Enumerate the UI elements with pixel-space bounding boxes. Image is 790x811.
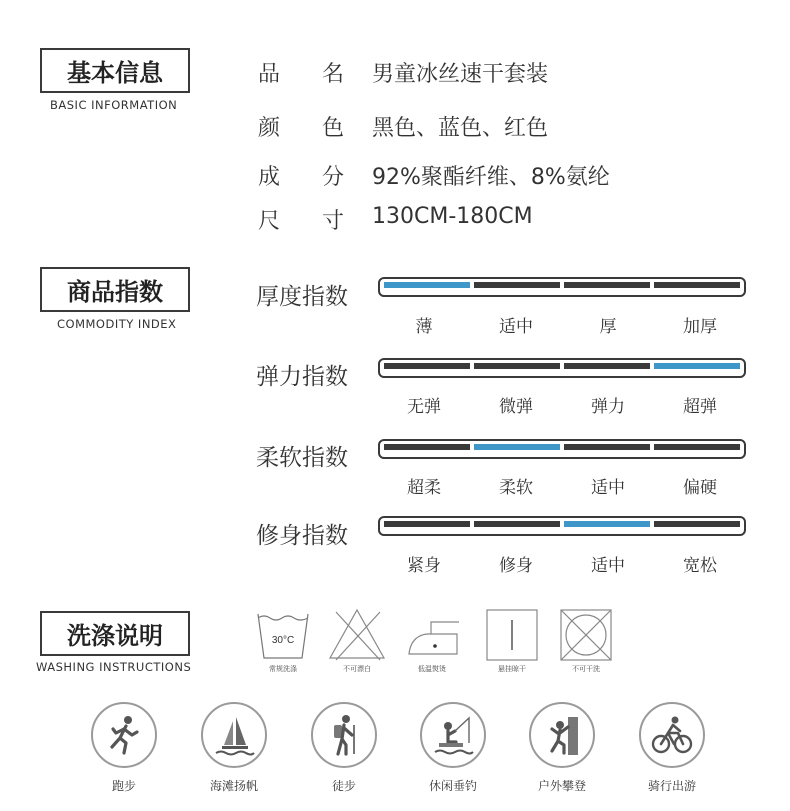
activity-label: 跑步 <box>111 779 136 793</box>
activity-circle <box>201 702 267 768</box>
wash-label: 不可干洗 <box>572 665 600 673</box>
index-label: 薄 <box>415 317 433 337</box>
index-label: 适中 <box>591 556 625 576</box>
info-key-2: 色 <box>322 116 345 141</box>
no-dry-clean-icon <box>555 604 617 666</box>
washing-subtitle: WASHING INSTRUCTIONS <box>36 660 192 674</box>
info-key-1: 尺 <box>258 209 281 234</box>
info-key-1: 成 <box>258 165 281 190</box>
running-icon <box>102 713 146 757</box>
hang-dry-icon <box>481 604 543 666</box>
washing-heading: 洗涤说明 <box>40 611 190 656</box>
activity-running <box>84 702 164 794</box>
index-bar-elasticity <box>378 358 746 378</box>
index-labels-elasticity <box>378 392 746 417</box>
index-label: 超柔 <box>407 478 441 498</box>
bar-segment <box>474 282 560 288</box>
index-bar-softness <box>378 439 746 459</box>
bar-segment <box>564 363 650 369</box>
bar-segment-selected <box>564 521 650 527</box>
index-title-softness: 柔软指数 <box>256 445 348 471</box>
activity-circle <box>639 702 705 768</box>
low-iron-icon <box>401 604 463 666</box>
activity-cycling <box>632 702 712 794</box>
index-labels-softness <box>378 473 746 498</box>
activity-label: 海滩扬帆 <box>209 779 258 793</box>
index-label: 微弹 <box>499 397 533 417</box>
bar-segment-selected <box>384 282 470 288</box>
index-title-elasticity: 弹力指数 <box>256 364 348 390</box>
index-label: 柔软 <box>499 478 533 498</box>
cycling-icon <box>650 713 694 757</box>
activity-circle <box>311 702 377 768</box>
index-label: 厚 <box>599 317 617 337</box>
wash-label: 悬挂晾干 <box>498 665 526 673</box>
fishing-icon <box>431 713 475 757</box>
activity-circle <box>529 702 595 768</box>
bar-segment <box>564 444 650 450</box>
wash-symbol <box>555 604 617 676</box>
activity-label: 骑行出游 <box>647 779 696 793</box>
info-value: 黑色、蓝色、红色 <box>372 116 549 141</box>
index-label: 适中 <box>591 478 625 498</box>
index-label: 加厚 <box>683 317 717 337</box>
wash-symbol <box>481 604 543 676</box>
bar-segment <box>384 363 470 369</box>
wash-symbol <box>401 604 463 676</box>
info-value: 92%聚酯纤维、8%氨纶 <box>372 165 610 190</box>
wash-symbol <box>252 604 314 676</box>
bar-segment <box>564 282 650 288</box>
index-labels-thickness <box>378 312 746 337</box>
info-value: 130CM-180CM <box>372 204 533 229</box>
index-title-fit: 修身指数 <box>256 523 348 549</box>
no-bleach-icon <box>326 604 388 666</box>
hiking-icon <box>322 713 366 757</box>
activity-sailing <box>194 702 274 794</box>
activity-circle <box>91 702 157 768</box>
index-label: 宽松 <box>683 556 717 576</box>
activity-circle <box>420 702 486 768</box>
activity-fishing <box>413 702 493 794</box>
index-label: 弹力 <box>591 397 625 417</box>
wash-label: 不可漂白 <box>343 665 371 673</box>
info-value: 男童冰丝速干套装 <box>372 62 549 87</box>
index-title-thickness: 厚度指数 <box>256 284 348 310</box>
index-labels-fit <box>378 551 746 576</box>
wash-temp: 30°C <box>271 635 295 646</box>
climbing-icon <box>540 713 584 757</box>
bar-segment <box>474 521 560 527</box>
info-key-2: 分 <box>322 165 345 190</box>
info-key-1: 品 <box>258 62 281 87</box>
info-key-2: 名 <box>322 62 345 87</box>
index-label: 紧身 <box>407 556 441 576</box>
commodity-index-subtitle: COMMODITY INDEX <box>57 317 177 331</box>
wash-symbol <box>326 604 388 676</box>
index-bar-fit <box>378 516 746 536</box>
bar-segment <box>474 363 560 369</box>
basic-info-subtitle: BASIC INFORMATION <box>50 98 178 112</box>
wash-tub-icon <box>252 604 314 666</box>
bar-segment-selected <box>474 444 560 450</box>
bar-segment <box>384 444 470 450</box>
bar-segment-selected <box>654 363 740 369</box>
wash-label: 常规洗涤 <box>269 665 297 673</box>
info-key-2: 寸 <box>322 209 345 234</box>
commodity-index-heading: 商品指数 <box>40 267 190 312</box>
index-label: 适中 <box>499 317 533 337</box>
index-bar-thickness <box>378 277 746 297</box>
index-label: 超弹 <box>683 397 717 417</box>
activity-label: 休闲垂钓 <box>428 779 477 793</box>
activity-climbing <box>522 702 602 794</box>
activity-hiking <box>304 702 384 794</box>
bar-segment <box>384 521 470 527</box>
basic-info-heading: 基本信息 <box>40 48 190 93</box>
bar-segment <box>654 521 740 527</box>
index-label: 偏硬 <box>683 478 717 498</box>
index-label: 无弹 <box>407 397 441 417</box>
index-label: 修身 <box>499 556 533 576</box>
activity-label: 户外攀登 <box>537 779 586 793</box>
wash-label: 低温熨烫 <box>418 665 446 673</box>
activity-label: 徒步 <box>331 779 356 793</box>
bar-segment <box>654 282 740 288</box>
info-key-1: 颜 <box>258 116 281 141</box>
bar-segment <box>654 444 740 450</box>
sailing-icon <box>212 713 256 757</box>
